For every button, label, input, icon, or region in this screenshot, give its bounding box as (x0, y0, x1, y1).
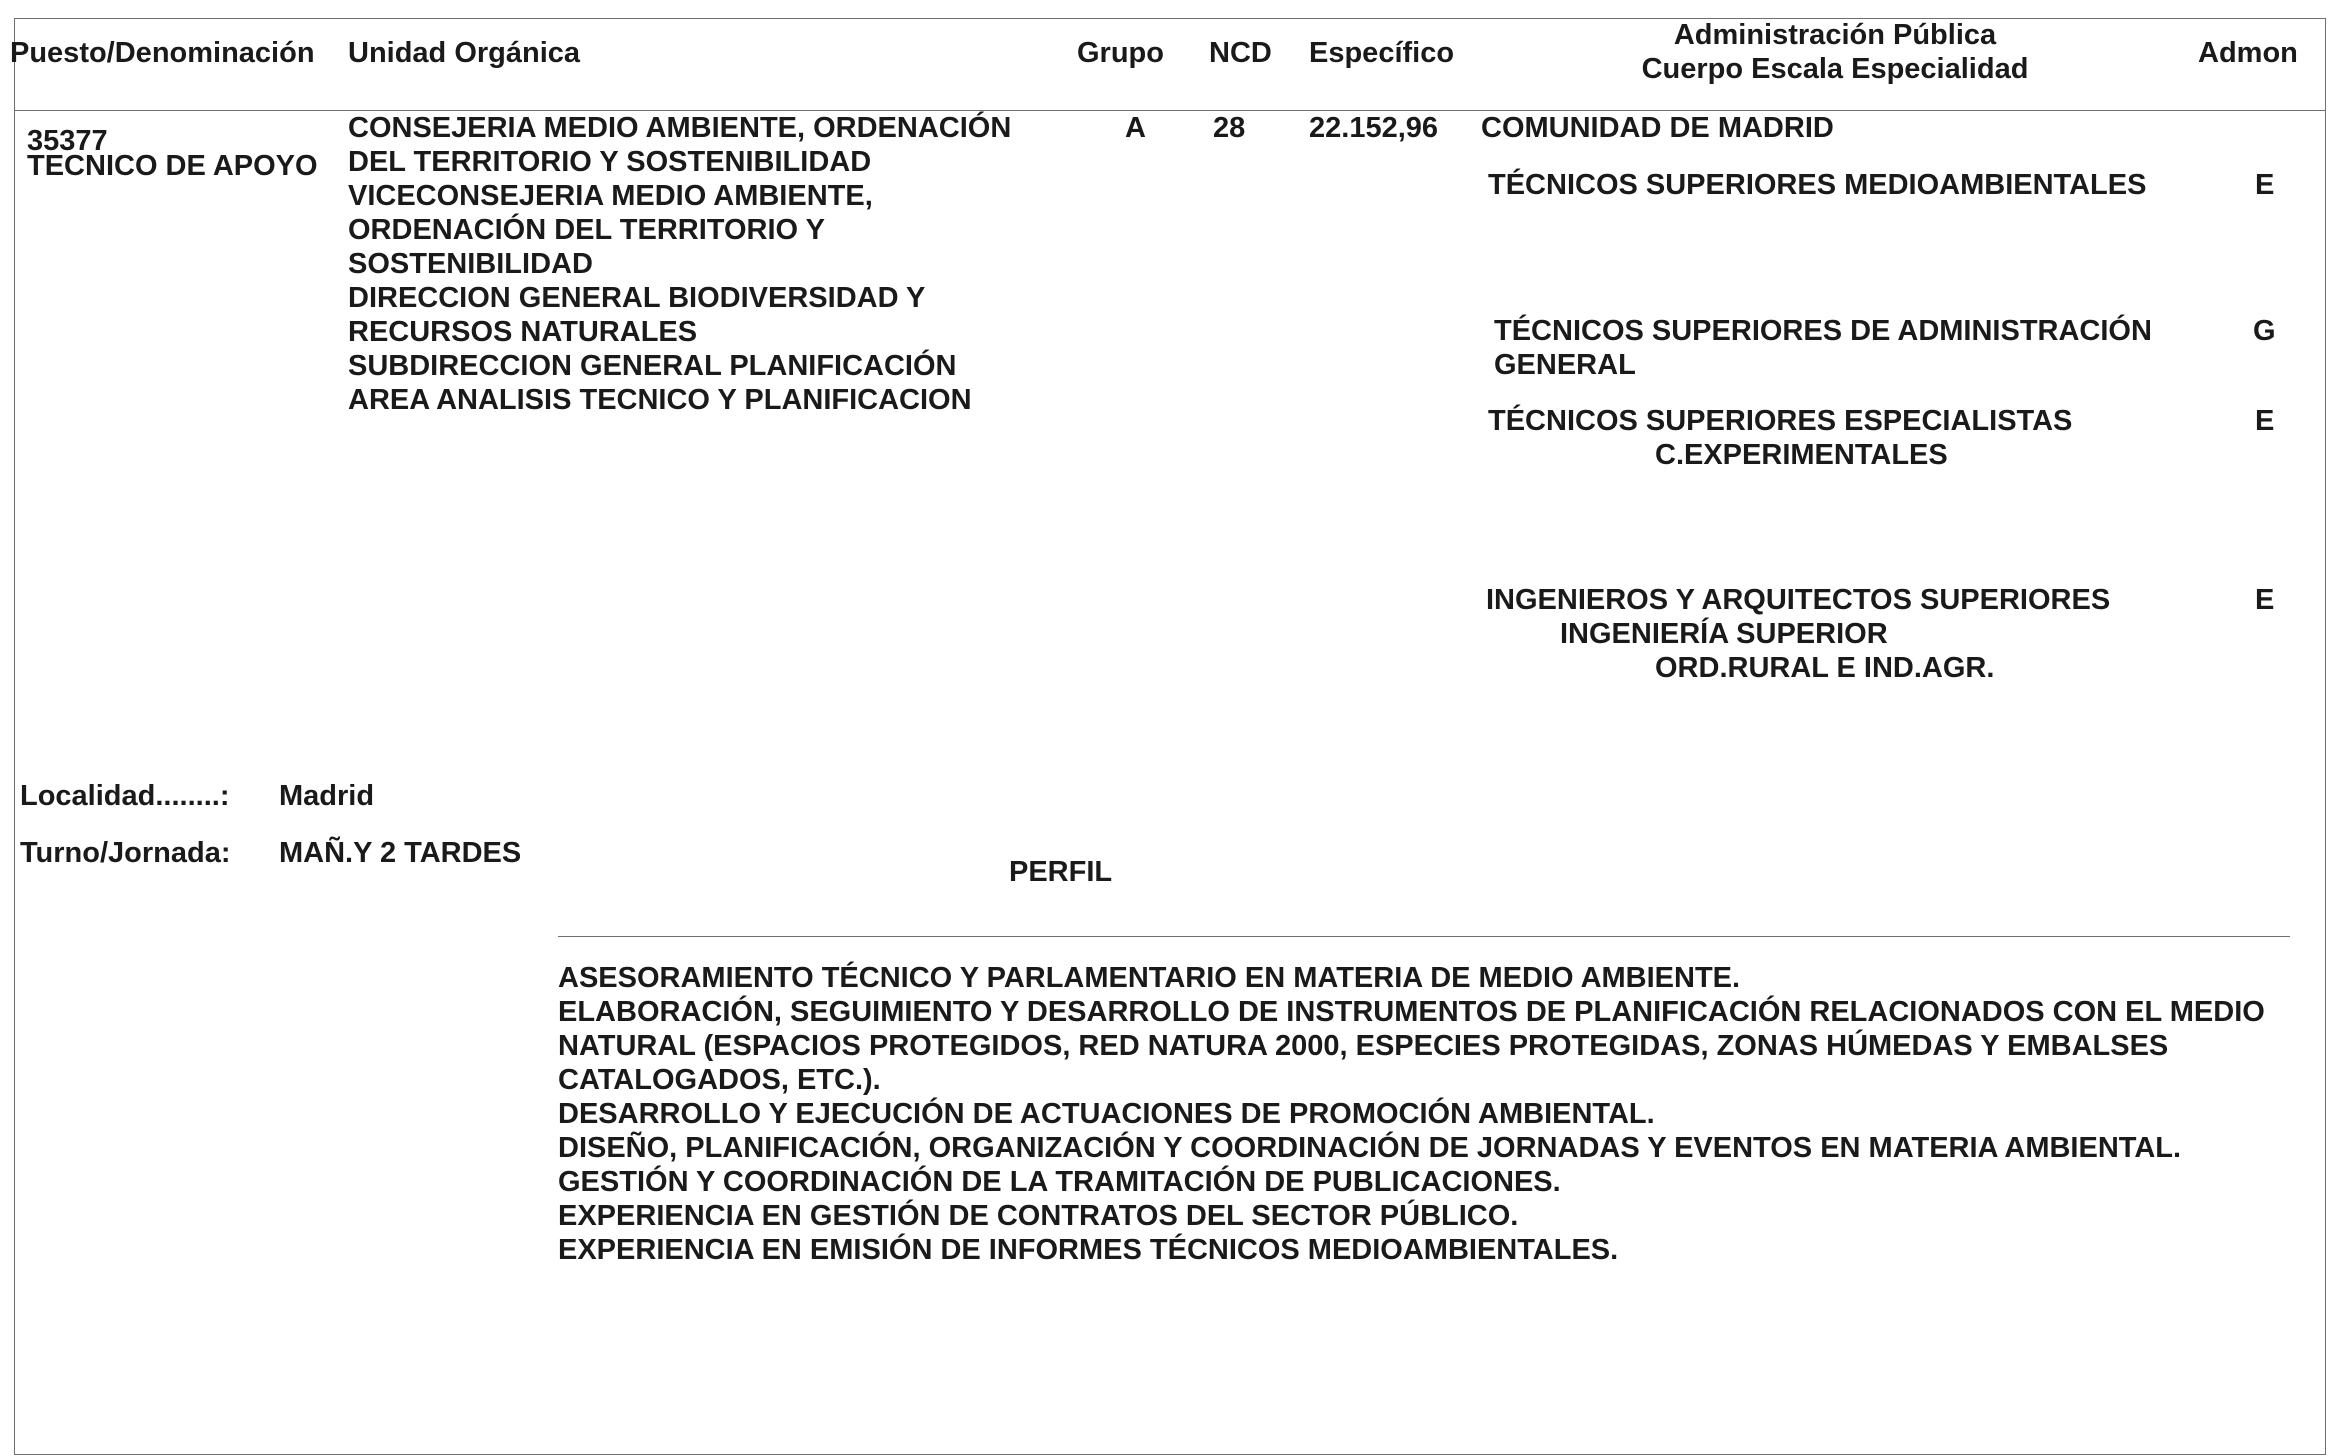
turno-value: MAÑ.Y 2 TARDES (279, 837, 522, 869)
cuerpo-admon: G (2253, 315, 2276, 347)
perfil-line: EXPERIENCIA EN GESTIÓN DE CONTRATOS DEL SECTOR PÚBLICO. (558, 1200, 1519, 1232)
administracion-value: COMUNIDAD DE MADRID (1481, 112, 1834, 144)
perfil-line: GESTIÓN Y COORDINACIÓN DE LA TRAMITACIÓN DE PUBLICACIONES. (558, 1166, 1561, 1198)
perfil-divider (558, 936, 2290, 937)
especifico-value: 22.152,96 (1309, 112, 1439, 144)
perfil-text (558, 961, 2265, 1267)
cuerpo-line: GENERAL (1494, 349, 1636, 381)
unidad-line: CONSEJERIA MEDIO AMBIENTE, ORDENACIÓN (348, 112, 1012, 144)
cuerpo-line: TÉCNICOS SUPERIORES DE ADMINISTRACIÓN (1494, 315, 2152, 347)
localidad-label: Localidad........: (20, 780, 230, 812)
perfil-line: DISEÑO, PLANIFICACIÓN, ORGANIZACIÓN Y COORDINACIÓN DE JORNADAS Y EVENTOS EN MATERIA AMBIENTAL. (558, 1132, 2182, 1164)
header-admin-line2: Cuerpo Escala Especialidad (1641, 53, 2029, 85)
cuerpo-line: TÉCNICOS SUPERIORES MEDIOAMBIENTALES (1488, 169, 2147, 201)
grupo-value: A (1125, 112, 1146, 144)
header-admin-line1: Administración Pública (1673, 19, 1997, 51)
unidad-line: ORDENACIÓN DEL TERRITORIO Y (348, 214, 825, 246)
unidad-line: RECURSOS NATURALES (348, 316, 698, 348)
header-ncd: NCD (1209, 37, 1272, 69)
unidad-line: AREA ANALISIS TECNICO Y PLANIFICACION (348, 384, 972, 416)
perfil-line: CATALOGADOS, ETC.). (558, 1064, 881, 1096)
header-administracion (1560, 18, 2110, 86)
cuerpo-line: INGENIERÍA SUPERIOR (1560, 618, 1888, 650)
puesto-name: TECNICO DE APOYO (27, 150, 318, 182)
puesto-code: 35377 (27, 125, 108, 157)
cuerpo-line: INGENIEROS Y ARQUITECTOS SUPERIORES (1486, 584, 2111, 616)
perfil-line: ELABORACIÓN, SEGUIMIENTO Y DESARROLLO DE INSTRUMENTOS DE PLANIFICACIÓN RELACIONADOS CON EL MEDIO (558, 996, 2265, 1028)
turno-label: Turno/Jornada: (20, 837, 231, 869)
localidad-value: Madrid (279, 780, 375, 812)
header-especifico: Específico (1309, 37, 1455, 69)
cuerpo-line: TÉCNICOS SUPERIORES ESPECIALISTAS (1488, 405, 2073, 437)
header-grupo: Grupo (1077, 37, 1164, 69)
header-puesto: Puesto/Denominación (10, 37, 315, 69)
perfil-line: EXPERIENCIA EN EMISIÓN DE INFORMES TÉCNICOS MEDIOAMBIENTALES. (558, 1234, 1619, 1266)
perfil-line: ASESORAMIENTO TÉCNICO Y PARLAMENTARIO EN MATERIA DE MEDIO AMBIENTE. (558, 962, 1741, 994)
header-admon: Admon (2198, 37, 2298, 69)
ncd-value: 28 (1213, 112, 1246, 144)
cuerpo-line: C.EXPERIMENTALES (1655, 439, 1948, 471)
perfil-title: PERFIL (1009, 856, 1113, 888)
unidad-line: SUBDIRECCION GENERAL PLANIFICACIÓN (348, 350, 957, 382)
cuerpo-line: ORD.RURAL E IND.AGR. (1655, 652, 1995, 684)
cuerpo-admon: E (2255, 169, 2275, 201)
unidad-line: VICECONSEJERIA MEDIO AMBIENTE, (348, 180, 873, 212)
cuerpo-admon: E (2255, 405, 2275, 437)
perfil-line: DESARROLLO Y EJECUCIÓN DE ACTUACIONES DE PROMOCIÓN AMBIENTAL. (558, 1098, 1655, 1130)
unidad-organica (348, 111, 1011, 417)
unidad-line: SOSTENIBILIDAD (348, 248, 593, 280)
unidad-line: DIRECCION GENERAL BIODIVERSIDAD Y (348, 282, 926, 314)
header-unidad: Unidad Orgánica (348, 37, 581, 69)
perfil-line: NATURAL (ESPACIOS PROTEGIDOS, RED NATURA 2000, ESPECIES PROTEGIDAS, ZONAS HÚMEDAS Y EMBALSES (558, 1030, 2169, 1062)
unidad-line: DEL TERRITORIO Y SOSTENIBILIDAD (348, 146, 872, 178)
cuerpo-admon: E (2255, 584, 2275, 616)
